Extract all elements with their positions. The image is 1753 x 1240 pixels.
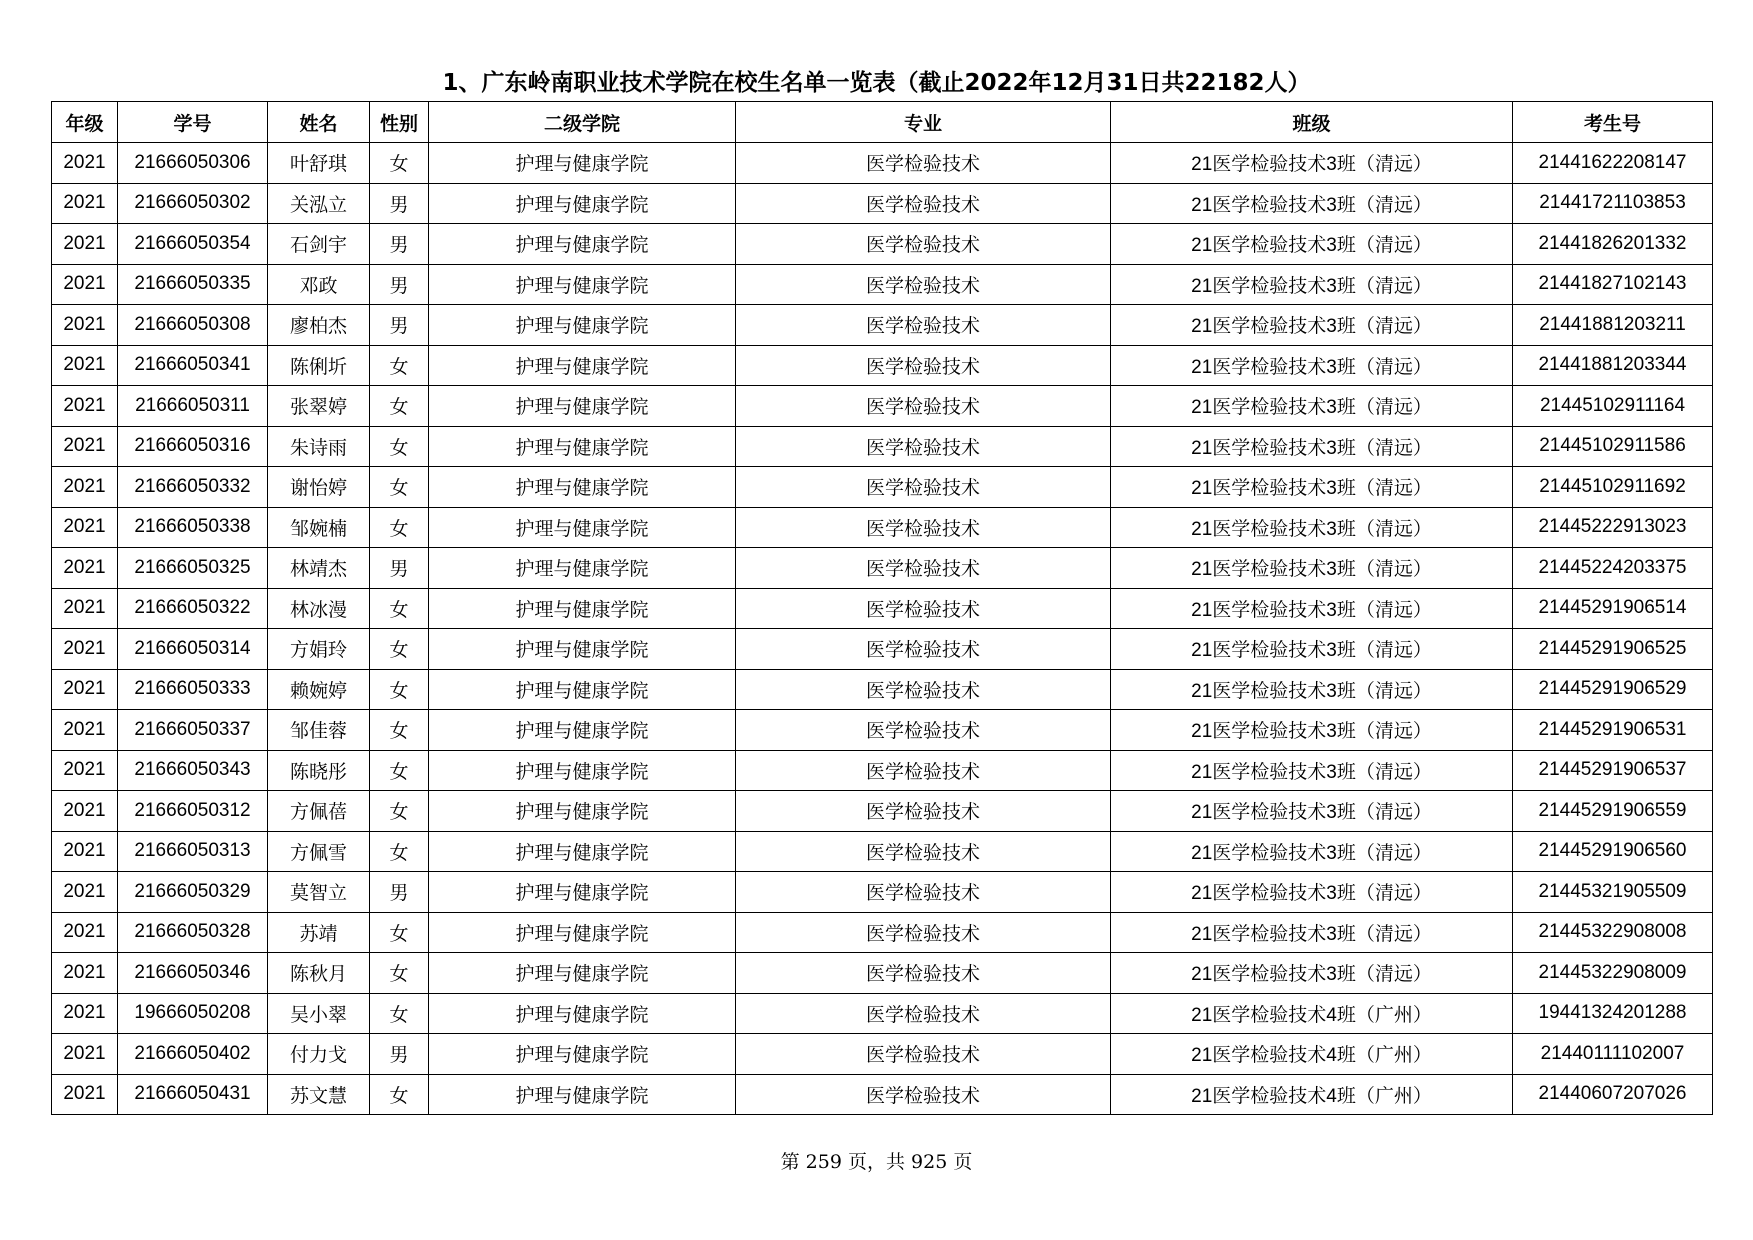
- name-cell: 莫智立: [268, 872, 370, 913]
- grade-cell: 2021: [52, 467, 118, 508]
- grade-cell: 2021: [52, 264, 118, 305]
- gender-cell: 女: [370, 953, 429, 994]
- major-cell: 医学检验技术: [736, 143, 1111, 184]
- name-cell: 方佩蓓: [268, 791, 370, 832]
- college-cell: 护理与健康学院: [429, 710, 736, 751]
- table-row: [52, 264, 1713, 305]
- class-cell: 21医学检验技术3班（清远）: [1111, 426, 1513, 467]
- gender-cell: 男: [370, 224, 429, 265]
- exam-number-cell: 21445291906529: [1513, 669, 1713, 710]
- class-cell: 21医学检验技术4班（广州）: [1111, 993, 1513, 1034]
- student-id-cell: 21666050329: [118, 872, 268, 913]
- class-cell: 21医学检验技术3班（清远）: [1111, 872, 1513, 913]
- major-cell: 医学检验技术: [736, 588, 1111, 629]
- name-cell: 张翠婷: [268, 386, 370, 427]
- table-row: [52, 669, 1713, 710]
- table-row: [52, 467, 1713, 508]
- header-class: 班级: [1111, 102, 1513, 143]
- table-row: [52, 345, 1713, 386]
- grade-cell: 2021: [52, 345, 118, 386]
- exam-number-cell: 21441881203211: [1513, 305, 1713, 346]
- table-row: [52, 507, 1713, 548]
- name-cell: 方娟玲: [268, 629, 370, 670]
- exam-number-cell: 21441721103853: [1513, 183, 1713, 224]
- college-cell: 护理与健康学院: [429, 912, 736, 953]
- student-id-cell: 21666050341: [118, 345, 268, 386]
- college-cell: 护理与健康学院: [429, 305, 736, 346]
- name-cell: 方佩雪: [268, 831, 370, 872]
- major-cell: 医学检验技术: [736, 993, 1111, 1034]
- college-cell: 护理与健康学院: [429, 264, 736, 305]
- exam-number-cell: 21441826201332: [1513, 224, 1713, 265]
- college-cell: 护理与健康学院: [429, 183, 736, 224]
- table-row: [52, 993, 1713, 1034]
- table-row: [52, 872, 1713, 913]
- grade-cell: 2021: [52, 791, 118, 832]
- name-cell: 叶舒琪: [268, 143, 370, 184]
- table-row: [52, 750, 1713, 791]
- gender-cell: 女: [370, 629, 429, 670]
- grade-cell: 2021: [52, 872, 118, 913]
- college-cell: 护理与健康学院: [429, 993, 736, 1034]
- name-cell: 苏靖: [268, 912, 370, 953]
- gender-cell: 女: [370, 912, 429, 953]
- table-row: [52, 791, 1713, 832]
- college-cell: 护理与健康学院: [429, 224, 736, 265]
- student-id-cell: 21666050302: [118, 183, 268, 224]
- exam-number-cell: 21441881203344: [1513, 345, 1713, 386]
- header-gender: 性别: [370, 102, 429, 143]
- grade-cell: 2021: [52, 426, 118, 467]
- student-id-cell: 21666050332: [118, 467, 268, 508]
- major-cell: 医学检验技术: [736, 426, 1111, 467]
- major-cell: 医学检验技术: [736, 669, 1111, 710]
- exam-number-cell: 21445291906559: [1513, 791, 1713, 832]
- class-cell: 21医学检验技术3班（清远）: [1111, 264, 1513, 305]
- exam-number-cell: 21440607207026: [1513, 1074, 1713, 1115]
- major-cell: 医学检验技术: [736, 1074, 1111, 1115]
- table-row: [52, 1074, 1713, 1115]
- grade-cell: 2021: [52, 669, 118, 710]
- table-row: [52, 143, 1713, 184]
- class-cell: 21医学检验技术3班（清远）: [1111, 588, 1513, 629]
- document-title: 1、广东岭南职业技术学院在校生名单一览表（截止2022年12月31日共22182人）: [442, 70, 1311, 96]
- major-cell: 医学检验技术: [736, 791, 1111, 832]
- major-cell: 医学检验技术: [736, 953, 1111, 994]
- name-cell: 付力戈: [268, 1034, 370, 1075]
- exam-number-cell: 21445322908009: [1513, 953, 1713, 994]
- exam-number-cell: 21445222913023: [1513, 507, 1713, 548]
- student-id-cell: 21666050402: [118, 1034, 268, 1075]
- gender-cell: 女: [370, 386, 429, 427]
- student-id-cell: 19666050208: [118, 993, 268, 1034]
- name-cell: 廖柏杰: [268, 305, 370, 346]
- name-cell: 邓政: [268, 264, 370, 305]
- name-cell: 赖婉婷: [268, 669, 370, 710]
- college-cell: 护理与健康学院: [429, 386, 736, 427]
- student-id-cell: 21666050316: [118, 426, 268, 467]
- name-cell: 邹佳蓉: [268, 710, 370, 751]
- major-cell: 医学检验技术: [736, 467, 1111, 508]
- exam-number-cell: 21440111102007: [1513, 1034, 1713, 1075]
- major-cell: 医学检验技术: [736, 548, 1111, 589]
- college-cell: 护理与健康学院: [429, 467, 736, 508]
- table-row: [52, 912, 1713, 953]
- table-header-row: [52, 102, 1713, 143]
- table-row: [52, 183, 1713, 224]
- class-cell: 21医学检验技术3班（清远）: [1111, 629, 1513, 670]
- gender-cell: 男: [370, 183, 429, 224]
- class-cell: 21医学检验技术3班（清远）: [1111, 669, 1513, 710]
- student-id-cell: 21666050431: [118, 1074, 268, 1115]
- student-id-cell: 21666050322: [118, 588, 268, 629]
- name-cell: 吴小翠: [268, 993, 370, 1034]
- student-id-cell: 21666050306: [118, 143, 268, 184]
- name-cell: 陈秋月: [268, 953, 370, 994]
- exam-number-cell: 21445291906560: [1513, 831, 1713, 872]
- table-row: [52, 386, 1713, 427]
- header-student-id: 学号: [118, 102, 268, 143]
- exam-number-cell: 21445224203375: [1513, 548, 1713, 589]
- grade-cell: 2021: [52, 831, 118, 872]
- major-cell: 医学检验技术: [736, 345, 1111, 386]
- header-major: 专业: [736, 102, 1111, 143]
- gender-cell: 女: [370, 750, 429, 791]
- gender-cell: 女: [370, 791, 429, 832]
- name-cell: 谢怡婷: [268, 467, 370, 508]
- college-cell: 护理与健康学院: [429, 426, 736, 467]
- major-cell: 医学检验技术: [736, 264, 1111, 305]
- gender-cell: 男: [370, 1034, 429, 1075]
- major-cell: 医学检验技术: [736, 386, 1111, 427]
- gender-cell: 女: [370, 507, 429, 548]
- college-cell: 护理与健康学院: [429, 588, 736, 629]
- gender-cell: 女: [370, 1074, 429, 1115]
- exam-number-cell: 21445102911586: [1513, 426, 1713, 467]
- name-cell: 林冰漫: [268, 588, 370, 629]
- grade-cell: 2021: [52, 183, 118, 224]
- major-cell: 医学检验技术: [736, 507, 1111, 548]
- student-id-cell: 21666050335: [118, 264, 268, 305]
- major-cell: 医学检验技术: [736, 872, 1111, 913]
- grade-cell: 2021: [52, 710, 118, 751]
- gender-cell: 女: [370, 588, 429, 629]
- major-cell: 医学检验技术: [736, 710, 1111, 751]
- grade-cell: 2021: [52, 1074, 118, 1115]
- exam-number-cell: 21445291906514: [1513, 588, 1713, 629]
- name-cell: 关泓立: [268, 183, 370, 224]
- grade-cell: 2021: [52, 588, 118, 629]
- table-row: [52, 426, 1713, 467]
- table-row: [52, 588, 1713, 629]
- class-cell: 21医学检验技术4班（广州）: [1111, 1074, 1513, 1115]
- gender-cell: 男: [370, 872, 429, 913]
- student-id-cell: 21666050346: [118, 953, 268, 994]
- exam-number-cell: 21441622208147: [1513, 143, 1713, 184]
- gender-cell: 男: [370, 264, 429, 305]
- college-cell: 护理与健康学院: [429, 791, 736, 832]
- gender-cell: 女: [370, 993, 429, 1034]
- class-cell: 21医学检验技术4班（广州）: [1111, 1034, 1513, 1075]
- major-cell: 医学检验技术: [736, 750, 1111, 791]
- class-cell: 21医学检验技术3班（清远）: [1111, 345, 1513, 386]
- name-cell: 陈俐圻: [268, 345, 370, 386]
- college-cell: 护理与健康学院: [429, 345, 736, 386]
- exam-number-cell: 21445291906525: [1513, 629, 1713, 670]
- grade-cell: 2021: [52, 993, 118, 1034]
- grade-cell: 2021: [52, 386, 118, 427]
- table-row: [52, 629, 1713, 670]
- gender-cell: 女: [370, 345, 429, 386]
- student-id-cell: 21666050328: [118, 912, 268, 953]
- student-id-cell: 21666050337: [118, 710, 268, 751]
- student-id-cell: 21666050354: [118, 224, 268, 265]
- grade-cell: 2021: [52, 912, 118, 953]
- college-cell: 护理与健康学院: [429, 507, 736, 548]
- class-cell: 21医学检验技术3班（清远）: [1111, 183, 1513, 224]
- major-cell: 医学检验技术: [736, 224, 1111, 265]
- class-cell: 21医学检验技术3班（清远）: [1111, 953, 1513, 994]
- college-cell: 护理与健康学院: [429, 953, 736, 994]
- gender-cell: 女: [370, 143, 429, 184]
- table-row: [52, 831, 1713, 872]
- college-cell: 护理与健康学院: [429, 143, 736, 184]
- grade-cell: 2021: [52, 548, 118, 589]
- class-cell: 21医学检验技术3班（清远）: [1111, 548, 1513, 589]
- exam-number-cell: 21445322908008: [1513, 912, 1713, 953]
- name-cell: 石剑宇: [268, 224, 370, 265]
- exam-number-cell: 21441827102143: [1513, 264, 1713, 305]
- gender-cell: 女: [370, 710, 429, 751]
- grade-cell: 2021: [52, 750, 118, 791]
- class-cell: 21医学检验技术3班（清远）: [1111, 386, 1513, 427]
- major-cell: 医学检验技术: [736, 305, 1111, 346]
- grade-cell: 2021: [52, 1034, 118, 1075]
- table-row: [52, 224, 1713, 265]
- student-id-cell: 21666050338: [118, 507, 268, 548]
- exam-number-cell: 21445321905509: [1513, 872, 1713, 913]
- class-cell: 21医学检验技术3班（清远）: [1111, 791, 1513, 832]
- gender-cell: 女: [370, 467, 429, 508]
- major-cell: 医学检验技术: [736, 629, 1111, 670]
- major-cell: 医学检验技术: [736, 1034, 1111, 1075]
- header-college: 二级学院: [429, 102, 736, 143]
- class-cell: 21医学检验技术3班（清远）: [1111, 507, 1513, 548]
- table-row: [52, 710, 1713, 751]
- name-cell: 朱诗雨: [268, 426, 370, 467]
- grade-cell: 2021: [52, 953, 118, 994]
- class-cell: 21医学检验技术3班（清远）: [1111, 143, 1513, 184]
- major-cell: 医学检验技术: [736, 831, 1111, 872]
- name-cell: 苏文慧: [268, 1074, 370, 1115]
- class-cell: 21医学检验技术3班（清远）: [1111, 305, 1513, 346]
- exam-number-cell: 21445102911692: [1513, 467, 1713, 508]
- grade-cell: 2021: [52, 629, 118, 670]
- grade-cell: 2021: [52, 305, 118, 346]
- major-cell: 医学检验技术: [736, 912, 1111, 953]
- gender-cell: 女: [370, 669, 429, 710]
- header-exam-number: 考生号: [1513, 102, 1713, 143]
- college-cell: 护理与健康学院: [429, 629, 736, 670]
- student-id-cell: 21666050325: [118, 548, 268, 589]
- exam-number-cell: 21445102911164: [1513, 386, 1713, 427]
- student-id-cell: 21666050333: [118, 669, 268, 710]
- student-id-cell: 21666050313: [118, 831, 268, 872]
- grade-cell: 2021: [52, 224, 118, 265]
- exam-number-cell: 21445291906537: [1513, 750, 1713, 791]
- student-id-cell: 21666050314: [118, 629, 268, 670]
- college-cell: 护理与健康学院: [429, 1034, 736, 1075]
- class-cell: 21医学检验技术3班（清远）: [1111, 912, 1513, 953]
- gender-cell: 女: [370, 831, 429, 872]
- class-cell: 21医学检验技术3班（清远）: [1111, 831, 1513, 872]
- page-footer: 第 259 页，共 925 页: [780, 1151, 973, 1173]
- exam-number-cell: 21445291906531: [1513, 710, 1713, 751]
- table-row: [52, 548, 1713, 589]
- grade-cell: 2021: [52, 507, 118, 548]
- gender-cell: 男: [370, 548, 429, 589]
- student-id-cell: 21666050312: [118, 791, 268, 832]
- college-cell: 护理与健康学院: [429, 872, 736, 913]
- name-cell: 邹婉楠: [268, 507, 370, 548]
- table-row: [52, 953, 1713, 994]
- gender-cell: 男: [370, 305, 429, 346]
- class-cell: 21医学检验技术3班（清远）: [1111, 467, 1513, 508]
- student-roster-table: [51, 101, 1713, 1115]
- gender-cell: 女: [370, 426, 429, 467]
- college-cell: 护理与健康学院: [429, 1074, 736, 1115]
- exam-number-cell: 19441324201288: [1513, 993, 1713, 1034]
- name-cell: 林靖杰: [268, 548, 370, 589]
- college-cell: 护理与健康学院: [429, 831, 736, 872]
- college-cell: 护理与健康学院: [429, 750, 736, 791]
- header-name: 姓名: [268, 102, 370, 143]
- college-cell: 护理与健康学院: [429, 669, 736, 710]
- college-cell: 护理与健康学院: [429, 548, 736, 589]
- table-row: [52, 305, 1713, 346]
- class-cell: 21医学检验技术3班（清远）: [1111, 750, 1513, 791]
- student-id-cell: 21666050343: [118, 750, 268, 791]
- class-cell: 21医学检验技术3班（清远）: [1111, 710, 1513, 751]
- table-row: [52, 1034, 1713, 1075]
- grade-cell: 2021: [52, 143, 118, 184]
- class-cell: 21医学检验技术3班（清远）: [1111, 224, 1513, 265]
- table-body: [52, 143, 1713, 1115]
- name-cell: 陈晓彤: [268, 750, 370, 791]
- major-cell: 医学检验技术: [736, 183, 1111, 224]
- student-id-cell: 21666050311: [118, 386, 268, 427]
- student-id-cell: 21666050308: [118, 305, 268, 346]
- header-grade: 年级: [52, 102, 118, 143]
